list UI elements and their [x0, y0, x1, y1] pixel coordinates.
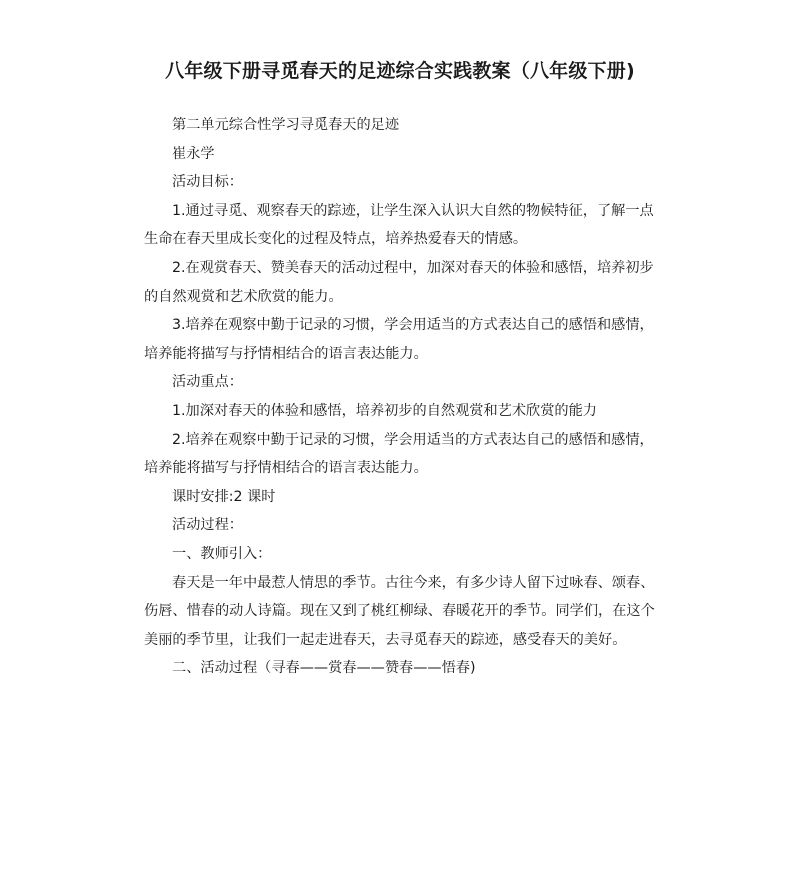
text-line: 活动过程：: [172, 517, 243, 534]
text-line: 2.在观赏春天、赞美春天的活动过程中，加深对春天的体验和感悟，培养初步: [172, 259, 654, 276]
text-line: 第二单元综合性学习寻觅春天的足迹: [172, 117, 400, 133]
text-line: 1.加深对春天的体验和感悟，培养初步的自然观赏和艺术欣赏的能力: [172, 402, 597, 419]
text-line: 培养能将描写与抒情相结合的语言表达能力。: [144, 345, 428, 362]
text-line: 二、活动过程（寻春——赏春——赞春——悟春): [172, 660, 476, 677]
document-title: 八年级下册寻觅春天的足迹综合实践教案（八年级下册): [165, 60, 635, 82]
text-line: 崔永学: [172, 145, 215, 162]
text-line: 一、教师引入：: [172, 545, 272, 562]
text-line: 1.通过寻觅、观察春天的踪迹，让学生深入认识大自然的物候特征，了解一点: [172, 202, 654, 219]
text-line: 活动重点：: [172, 374, 243, 391]
text-line: 春天是一年中最惹人情思的季节。古往今来，有多少诗人留下过咏春、颂春、: [172, 574, 655, 591]
text-line: 3.培养在观察中勤于记录的习惯，学会用适当的方式表达自己的感悟和感情，: [172, 317, 654, 334]
text-line: 课时安排:2 课时: [172, 488, 276, 505]
text-line: 活动目标：: [172, 174, 243, 191]
text-line: 的自然观赏和艺术欣赏的能力。: [144, 288, 343, 305]
text-line: 2.培养在观察中勤于记录的习惯，学会用适当的方式表达自己的感悟和感情，: [172, 431, 654, 448]
text-line: 培养能将描写与抒情相结合的语言表达能力。: [144, 460, 428, 477]
document-body: [144, 111, 664, 683]
text-line: 生命在春天里成长变化的过程及特点，培养热爱春天的情感。: [144, 231, 528, 248]
text-line: 伤唇、惜春的动人诗篇。现在又到了桃红柳绿、春暖花开的季节。同学们，在这个: [144, 603, 655, 620]
text-line: 美丽的季节里，让我们一起走进春天，去寻觅春天的踪迹，感受春天的美好。: [144, 631, 627, 648]
